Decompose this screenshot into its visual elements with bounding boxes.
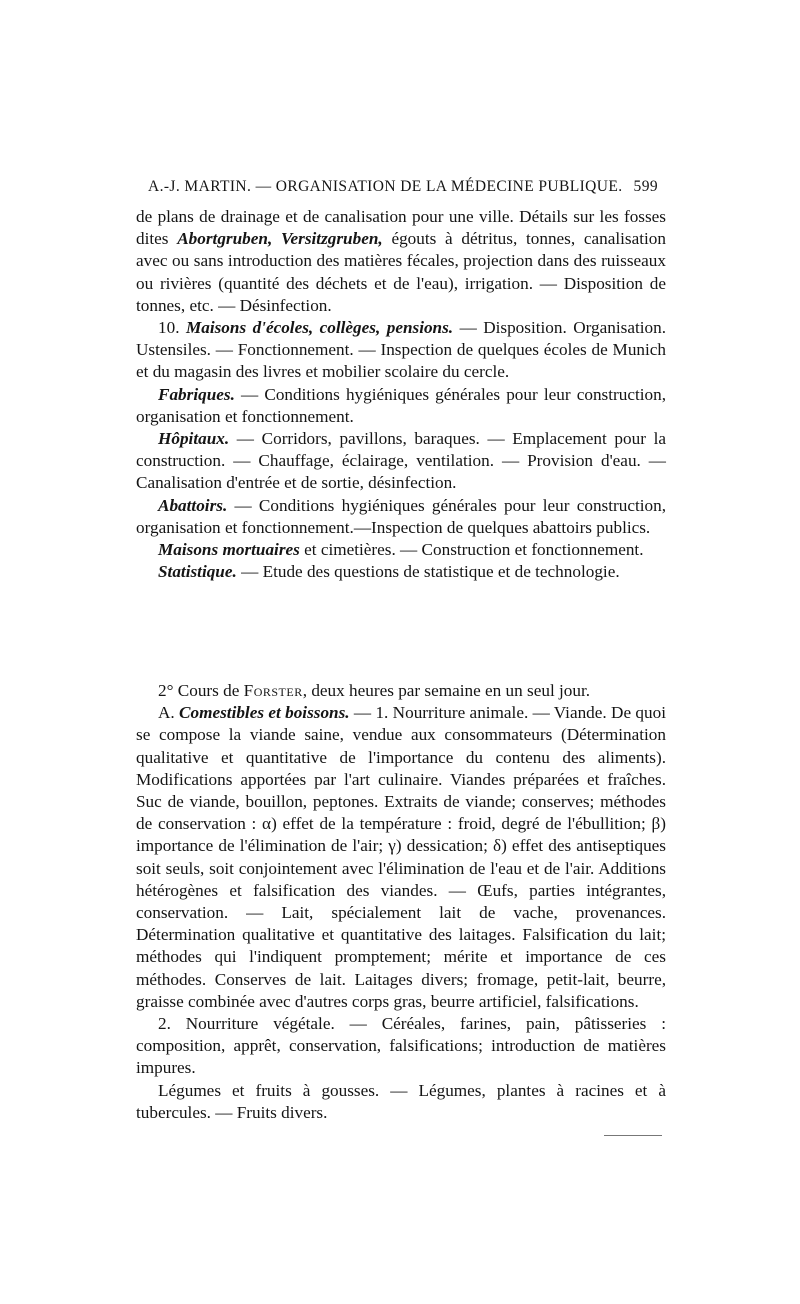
paragraph-comestibles: A. Comestibles et boissons. — 1. Nourriture animale. — Viande. De quoi se compose la viande saine, vendue aux consommateurs (Détermination qualitative et quantitative de l'importance du contenu des aliments). Modifications apportées par l'art culinaire. Viandes préparées et fraîches. Suc de viande, bouillon, peptones. Extraits de viande; conserves; méthodes de conservation : α) effet de la température : froid, degré de l'ébullition; β) importance de l'élimination de l'air; γ) dessication; δ) effet des antiseptiques soit seuls, soit conjointement avec l'élimination de l'eau et de l'air. Additions hétérogènes et falsification des viandes. — Œufs, parties intégrantes, conservation. — Lait, spécialement lait de vache, provenances. Détermination qualitative et quantitative des laitages. Falsification du lait; méthodes qui l'indiquent promptement; mérite et importance de ces méthodes. Conserves de lait. Laitages divers; fromage, petit-lait, beurre, graisse combinée avec d'autres corps gras, beurre artificiel, falsifications. bbox=[136, 703, 666, 1011]
page-number: 599 bbox=[633, 178, 658, 195]
text-block-1 bbox=[136, 206, 666, 583]
text-block-2 bbox=[136, 680, 666, 1124]
paragraph-schools: 10. Maisons d'écoles, collèges, pensions. — Disposition. Organisation. Ustensiles. — Fonctionnement. — Inspection de quelques écoles de Munich et du magasin des livres et mobilier scolaire du cercle. bbox=[136, 318, 666, 382]
paragraph-hospitals: Hôpitaux. — Corridors, pavillons, baraques. — Emplacement pour la construction. — Chauffage, éclairage, ventilation. — Provision d'eau. — Canalisation d'entrée et de sortie, désinfection. bbox=[136, 429, 666, 493]
paragraph-forster-course: 2° Cours de Forster, deux heures par semaine en un seul jour. bbox=[158, 681, 591, 700]
paragraph-legumes: Légumes et fruits à gousses. — Légumes, plantes à racines et à tubercules. — Fruits divers. bbox=[136, 1080, 666, 1122]
running-title: A.-J. MARTIN. — ORGANISATION DE LA MÉDECINE PUBLIQUE. bbox=[148, 178, 623, 195]
paragraph-statistics: Statistique. — Etude des questions de statistique et de technologie. bbox=[158, 562, 620, 582]
paragraph-slaughterhouses: Abattoirs. — Conditions hygiéniques générales pour leur construction, organisation et fonctionnement.—Inspection de quelques abattoirs publics. bbox=[136, 495, 666, 537]
running-header bbox=[148, 178, 658, 196]
paragraph-factories: Fabriques. — Conditions hygiéniques générales pour leur construction, organisation et fonctionnement. bbox=[136, 384, 666, 426]
paragraph-mortuaries: Maisons mortuaires et cimetières. — Construction et fonctionnement. bbox=[158, 540, 644, 560]
paragraph-drainage: de plans de drainage et de canalisation pour une ville. Détails sur les fosses dites Abortgruben, Versitzgruben, égouts à détritus, tonnes, canalisation avec ou sans introduction des matières fécales, projection dans des ruisseaux ou rivières (quantité des déchets et de l'eau), irrigation. — Disposition de tonnes, etc. — Désinfection. bbox=[136, 207, 666, 315]
paragraph-vegetable-food: 2. Nourriture végétale. — Céréales, farines, pain, pâtisseries : composition, apprêt, conservation, falsifications; introduction de matières impures. bbox=[136, 1014, 666, 1078]
divider-rule bbox=[604, 1135, 662, 1136]
